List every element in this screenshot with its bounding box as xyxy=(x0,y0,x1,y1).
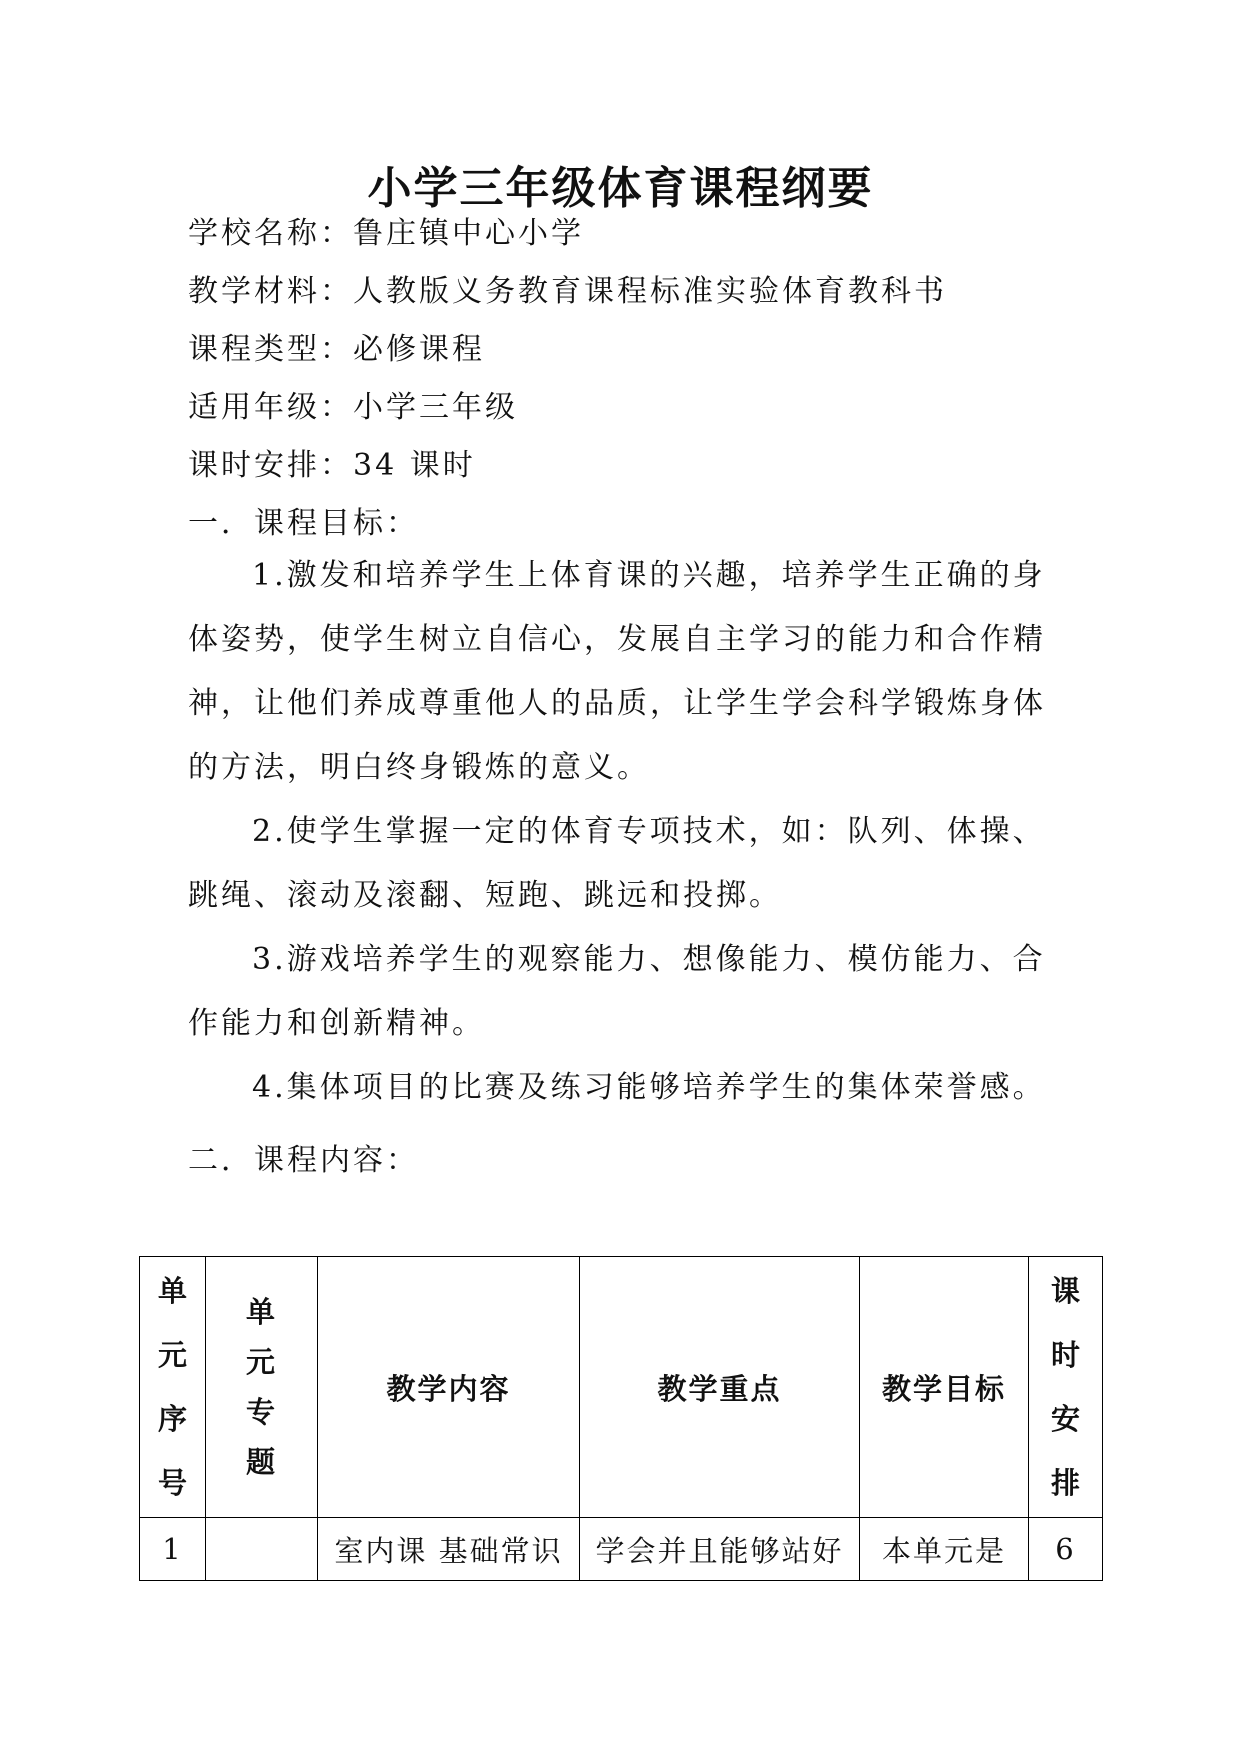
info-course-type xyxy=(188,324,485,368)
info-label: 课时安排： xyxy=(188,448,353,483)
info-value: 鲁庄镇中心小学 xyxy=(353,216,584,251)
info-value: 34 课时 xyxy=(353,448,476,483)
course-content-table xyxy=(139,1256,1103,1581)
column-header-class-hours: 课时安排 xyxy=(1029,1257,1103,1518)
table-header-row xyxy=(140,1257,1103,1518)
info-label: 课程类型： xyxy=(188,332,353,367)
info-label: 学校名称： xyxy=(188,216,353,251)
goal-paragraph-2: 2.使学生掌握一定的体育专项技术，如：队列、体操、跳绳、滚动及滚翻、短跑、跳远和投掷。 xyxy=(188,814,1046,913)
section-heading-goals: 一．课程目标： xyxy=(188,506,419,541)
info-school xyxy=(188,208,584,252)
info-grade xyxy=(188,382,518,426)
info-label: 教学材料： xyxy=(188,274,353,309)
goal-paragraph-1: 1.激发和培养学生上体育课的兴趣，培养学生正确的身体姿势，使学生树立自信心，发展自主学习的能力和合作精神，让他们养成尊重他人的品质，让学生学会科学锻炼身体的方法，明白终身锻炼的意义。 xyxy=(188,558,1046,785)
column-header-teaching-content: 教学内容 xyxy=(318,1257,580,1518)
goal-paragraph-3: 3.游戏培养学生的观察能力、想像能力、模仿能力、合作能力和创新精神。 xyxy=(188,942,1046,1041)
section-heading-content: 二．课程内容： xyxy=(188,1143,419,1178)
page-title: 小学三年级体育课程纲要 xyxy=(367,163,874,214)
column-header-unit-number: 单元序号 xyxy=(140,1257,206,1518)
column-header-teaching-goals: 教学目标 xyxy=(860,1257,1029,1518)
cell-unit-topic xyxy=(206,1518,318,1581)
cell-class-hours: 6 xyxy=(1029,1518,1103,1581)
info-value: 必修课程 xyxy=(353,332,485,367)
table-row xyxy=(140,1518,1103,1581)
column-header-unit-topic: 单元专题 xyxy=(206,1257,318,1518)
info-material xyxy=(188,266,947,310)
info-value: 人教版义务教育课程标准实验体育教科书 xyxy=(353,274,947,309)
cell-teaching-focus: 学会并且能够站好 xyxy=(580,1518,860,1581)
cell-unit-number: 1 xyxy=(140,1518,206,1581)
goal-paragraph-4: 4.集体项目的比赛及练习能够培养学生的集体荣誉感。 xyxy=(252,1070,1046,1105)
column-header-teaching-focus: 教学重点 xyxy=(580,1257,860,1518)
info-label: 适用年级： xyxy=(188,390,353,425)
cell-teaching-content: 室内课 基础常识 xyxy=(318,1518,580,1581)
cell-teaching-goals: 本单元是 xyxy=(860,1518,1029,1581)
info-value: 小学三年级 xyxy=(353,390,518,425)
info-hours xyxy=(188,440,476,484)
